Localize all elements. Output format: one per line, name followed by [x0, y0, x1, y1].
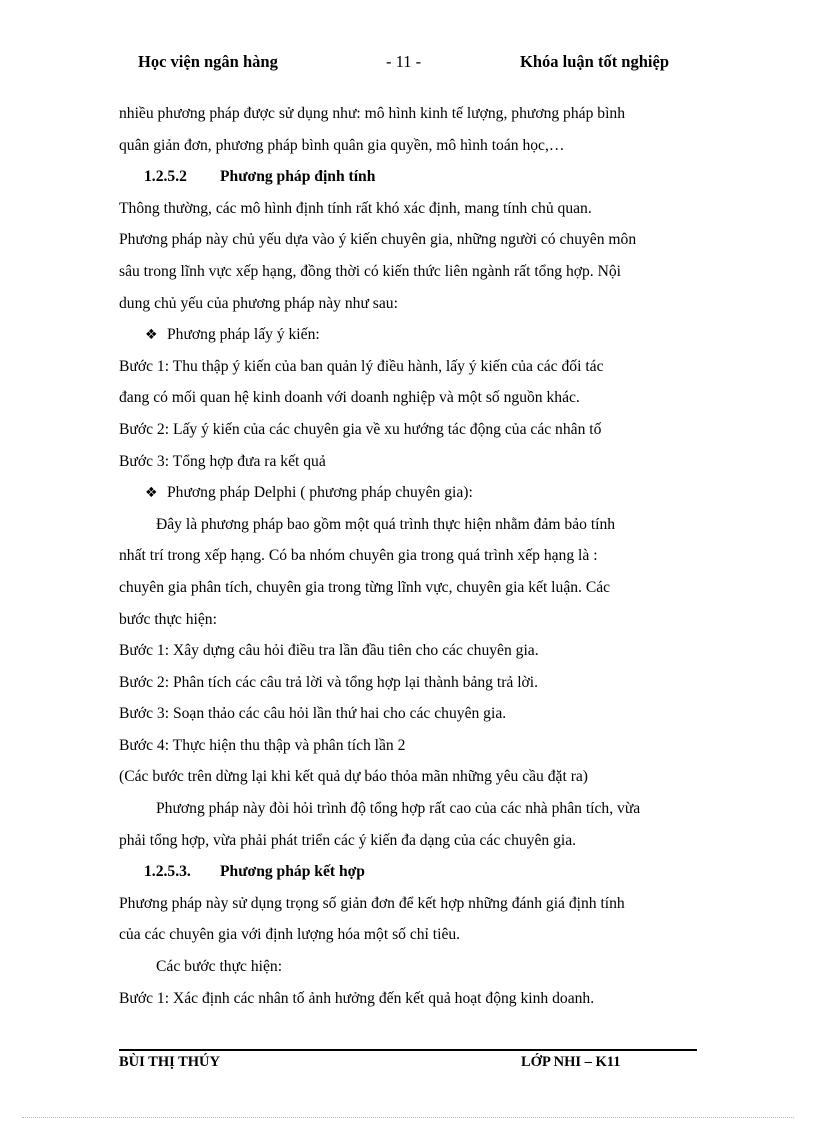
section-heading-qualitative: [119, 161, 709, 193]
paragraph-line: Thông thường, các mô hình định tính rất khó xác định, mang tính chủ quan.: [119, 199, 592, 217]
diamond-star-bullet-icon: ❖: [145, 485, 158, 502]
footer-author: BÙI THỊ THÚY: [119, 1054, 220, 1070]
paragraph-line: đang có mối quan hệ kinh doanh với doanh nghiệp và một số nguồn khác.: [119, 389, 580, 407]
paragraph-line: Bước 1: Xác định các nhân tố ảnh hưởng đến kết quả hoạt động kinh doanh.: [119, 989, 595, 1007]
paragraph-line: Các bước thực hiện:: [156, 958, 283, 976]
paragraph-line: của các chuyên gia với định lượng hóa một số chỉ tiêu.: [119, 926, 461, 944]
footer-divider: [119, 1049, 697, 1051]
section-number: 1.2.5.3.: [144, 863, 191, 881]
header-page-number: - 11 -: [386, 52, 422, 71]
paragraph-line: nhất trí trong xếp hạng. Có ba nhóm chuyên gia trong quá trình xếp hạng là :: [119, 547, 598, 565]
paragraph-line: Bước 2: Phân tích các câu trả lời và tổng hợp lại thành bảng trả lời.: [119, 673, 539, 691]
section-title: Phương pháp định tính: [220, 168, 376, 186]
header-document-type: Khóa luận tốt nghiệp: [520, 52, 669, 71]
header-institution: Học viện ngân hàng: [138, 52, 278, 71]
paragraph-line: sâu trong lĩnh vực xếp hạng, đồng thời có kiến thức liên ngành rất tổng hợp. Nội: [119, 262, 621, 280]
paragraph-line: chuyên gia phân tích, chuyên gia trong từng lĩnh vực, chuyên gia kết luận. Các: [119, 578, 611, 596]
bullet-item: [119, 477, 709, 509]
document-body: [119, 98, 709, 1014]
paragraph-line: (Các bước trên dừng lại khi kết quả dự báo thỏa mãn những yêu cầu đặt ra): [119, 768, 589, 786]
bullet-text: Phương pháp lấy ý kiến:: [167, 326, 320, 344]
paragraph-line: bước thực hiện:: [119, 610, 217, 628]
bullet-text: Phương pháp Delphi ( phương pháp chuyên gia):: [167, 484, 473, 502]
page-bottom-divider: [22, 1117, 794, 1118]
paragraph-line: Bước 3: Tổng hợp đưa ra kết quả: [119, 452, 326, 470]
bullet-item: [119, 319, 709, 351]
paragraph-line: Bước 3: Soạn thảo các câu hỏi lần thứ hai cho các chuyên gia.: [119, 705, 507, 723]
paragraph-line: Bước 1: Thu thập ý kiến của ban quản lý điều hành, lấy ý kiến của các đối tác: [119, 357, 604, 375]
paragraph-line: Phương pháp này chủ yếu dựa vào ý kiến chuyên gia, những người có chuyên môn: [119, 231, 637, 249]
paragraph-line: Đây là phương pháp bao gồm một quá trình thực hiện nhằm đảm bảo tính: [156, 515, 616, 533]
paragraph-line: Phương pháp này đòi hỏi trình độ tổng hợp rất cao của các nhà phân tích, vừa: [156, 800, 641, 818]
paragraph-line: quân giản đơn, phương pháp bình quân gia quyền, mô hình toán học,…: [119, 136, 565, 154]
section-heading-combined: [119, 856, 709, 888]
paragraph-line: Bước 4: Thực hiện thu thập và phân tích lần 2: [119, 736, 406, 754]
section-title: Phương pháp kết hợp: [220, 863, 365, 881]
paragraph-line: nhiều phương pháp được sử dụng như: mô hình kinh tế lượng, phương pháp bình: [119, 105, 625, 122]
footer-class: LỚP NHI – K11: [521, 1054, 621, 1070]
paragraph-line: Bước 1: Xây dựng câu hỏi điều tra lần đầu tiên cho các chuyên gia.: [119, 642, 539, 660]
diamond-star-bullet-icon: ❖: [145, 327, 158, 344]
paragraph-line: Bước 2: Lấy ý kiến của các chuyên gia về xu hướng tác động của các nhân tố: [119, 420, 602, 438]
section-number: 1.2.5.2: [144, 168, 187, 186]
paragraph-line: phải tổng hợp, vừa phải phát triển các ý kiến đa dạng của các chuyên gia.: [119, 831, 577, 849]
paragraph-line: Phương pháp này sử dụng trọng số giản đơn để kết hợp những đánh giá định tính: [119, 894, 625, 912]
paragraph-line: dung chủ yếu của phương pháp này như sau:: [119, 294, 398, 312]
